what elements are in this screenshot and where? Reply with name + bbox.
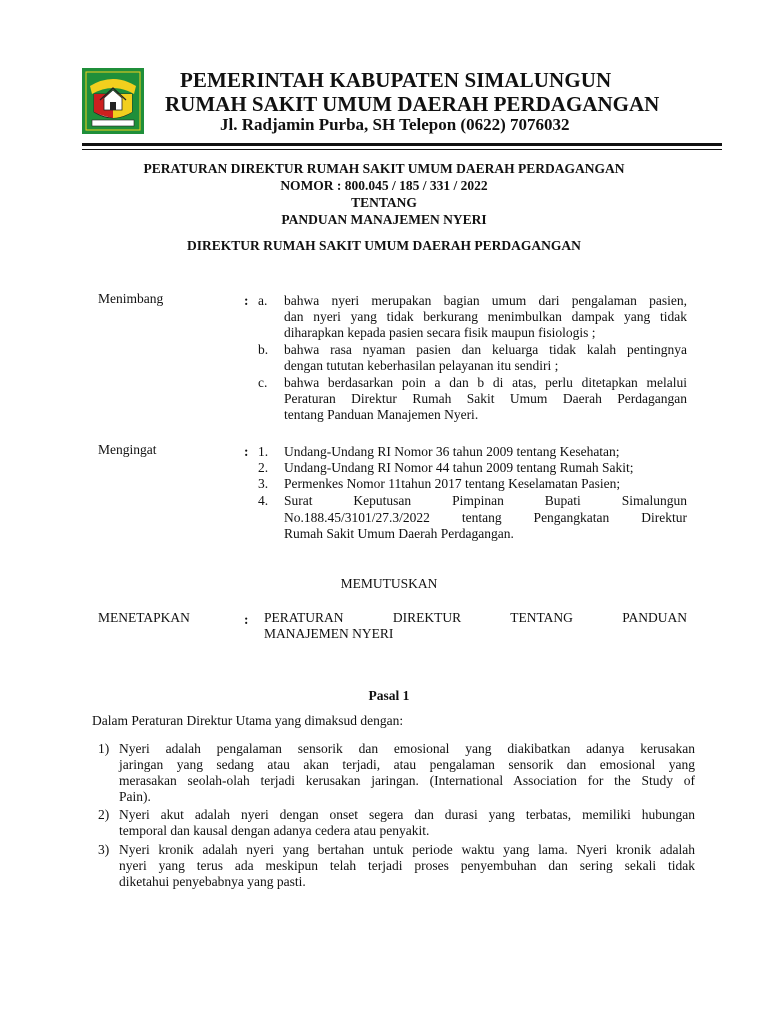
menetapkan-line: PERATURAN DIREKTUR TENTANG PANDUAN <box>264 610 687 625</box>
pasal-line: merasakan seolah-olah terjadi kerusakan jaringan. (International Association for the Study of <box>119 773 695 788</box>
menimbang-line: dan nyeri yang tidak berkurang menimbulkan dampak yang tidak <box>284 309 687 324</box>
menimbang-marker: a. <box>258 293 268 308</box>
menimbang-marker: b. <box>258 342 269 357</box>
doc-number: NOMOR : 800.045 / 185 / 331 / 2022 <box>280 178 488 193</box>
pasal-line: Nyeri kronik adalah nyeri yang bertahan untuk periode waktu yang lama. Nyeri kronik adalah <box>119 842 695 857</box>
menimbang-label: Menimbang <box>98 291 164 306</box>
mengingat-colon: : <box>244 444 249 459</box>
doc-subject: PANDUAN MANAJEMEN NYERI <box>281 212 487 227</box>
menimbang-line: bahwa nyeri merupakan bagian umum dari pengalaman pasien, <box>284 293 687 308</box>
menimbang-line: Peraturan Direktur Rumah Sakit Umum Daerah Perdagangan <box>284 391 687 406</box>
doc-title-line1: PERATURAN DIREKTUR RUMAH SAKIT UMUM DAERAH PERDAGANGAN <box>143 161 625 176</box>
doc-issuer: DIREKTUR RUMAH SAKIT UMUM DAERAH PERDAGANGAN <box>187 238 581 253</box>
menetapkan-label: MENETAPKAN <box>98 610 190 625</box>
pasal-line: Nyeri adalah pengalaman sensorik dan emosional yang diakibatkan adanya kerusakan <box>119 741 695 756</box>
mengingat-line: Undang-Undang RI Nomor 36 tahun 2009 tentang Kesehatan; <box>284 444 620 459</box>
pasal-marker: 2) <box>98 807 110 822</box>
menetapkan-line: MANAJEMEN NYERI <box>264 626 394 641</box>
pasal-marker: 3) <box>98 842 110 857</box>
header-rule-thin <box>82 149 722 150</box>
pasal-line: temporal dan kausal dengan adanya cedera atau penyakit. <box>119 823 430 838</box>
pasal-marker: 1) <box>98 741 110 756</box>
menimbang-line: tentang Panduan Manajemen Nyeri. <box>284 407 479 422</box>
pasal-line: Pain). <box>119 789 151 804</box>
pasal-line: nyeri yang terus ada meskipun telah terjadi proses penyembuhan dan sering sekali tidak <box>119 858 695 873</box>
memutuskan-heading: MEMUTUSKAN <box>340 576 438 591</box>
mengingat-line: Rumah Sakit Umum Daerah Perdagangan. <box>284 526 514 541</box>
mengingat-marker: 1. <box>258 444 269 459</box>
mengingat-line: No.188.45/3101/27.3/2022 tentang Pengangkatan Direktur <box>284 510 687 525</box>
pasal-intro: Dalam Peraturan Direktur Utama yang dimaksud dengan: <box>92 713 404 728</box>
mengingat-label: Mengingat <box>98 442 157 457</box>
pasal-title: Pasal 1 <box>368 688 410 703</box>
header-hospital: RUMAH SAKIT UMUM DAERAH PERDAGANGAN <box>165 92 660 116</box>
menetapkan-colon: : <box>244 612 249 627</box>
mengingat-line: Undang-Undang RI Nomor 44 tahun 2009 tentang Rumah Sakit; <box>284 460 634 475</box>
header-rule-thick <box>82 143 722 146</box>
pasal-line: jaringan yang sedang atau akan terjadi, atau pengalaman sensorik dan emosional yang <box>119 757 695 772</box>
doc-title-tentang: TENTANG <box>351 195 417 210</box>
mengingat-marker: 4. <box>258 493 269 508</box>
mengingat-marker: 3. <box>258 476 269 491</box>
rsud-logo <box>82 68 144 134</box>
menimbang-marker: c. <box>258 375 268 390</box>
menimbang-line: dengan tututan keberhasilan pelayanan itu sendiri ; <box>284 358 559 373</box>
menimbang-line: bahwa rasa nyaman pasien dan keluarga tidak kalah pentingnya <box>284 342 687 357</box>
pasal-line: Nyeri akut adalah nyeri dengan onset segera dan durasi yang terbatas, memiliki hubungan <box>119 807 695 822</box>
mengingat-line: Permenkes Nomor 11tahun 2017 tentang Keselamatan Pasien; <box>284 476 621 491</box>
menimbang-colon: : <box>244 293 249 308</box>
menimbang-line: bahwa berdasarkan poin a dan b di atas, perlu ditetapkan melalui <box>284 375 687 390</box>
menimbang-line: diharapkan kepada pasien secara fisik maupun fisiologis ; <box>284 325 596 340</box>
mengingat-line: Surat Keputusan Pimpinan Bupati Simalungun <box>284 493 687 508</box>
header-government: PEMERINTAH KABUPATEN SIMALUNGUN <box>180 68 612 92</box>
pasal-line: diketahui penyebabnya yang pasti. <box>119 874 306 889</box>
mengingat-marker: 2. <box>258 460 269 475</box>
header-address: Jl. Radjamin Purba, SH Telepon (0622) 7076032 <box>220 115 570 134</box>
